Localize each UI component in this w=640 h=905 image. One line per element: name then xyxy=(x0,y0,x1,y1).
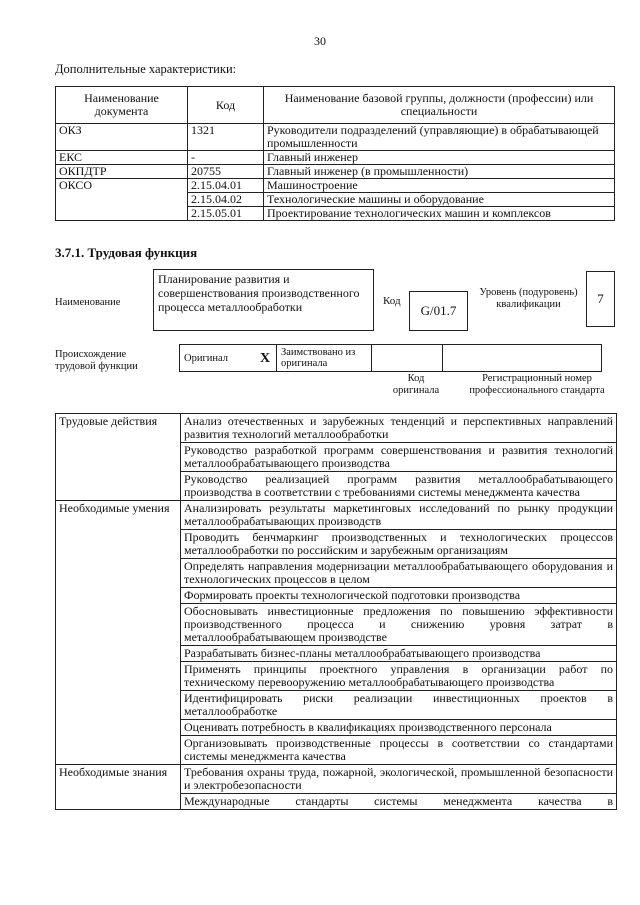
list-item: Формировать проекты технологической подготовки производства xyxy=(181,588,617,604)
cell-code: 2.15.04.02 xyxy=(188,193,264,207)
list-item: Руководство разработкой программ совершенствования и развития технологий металлообрабатывающего производства xyxy=(181,443,617,472)
list-item: Организовывать производственные процессы в соответствии со стандартами системы менеджмента качества xyxy=(181,736,617,765)
list-item: Применять принципы проектного управления в организации работ по техническому перевооружению металлообрабатывающего производства xyxy=(181,662,617,691)
cell-name: Главный инженер xyxy=(264,151,615,165)
list-item: Руководство реализацией программ развития металлообрабатывающего производства в соответствии с требованиями системы менеджмента качества xyxy=(181,472,617,501)
column-header-code: Код xyxy=(188,87,264,124)
list-item: Требования охраны труда, пожарной, экологической, промышленной безопасности и электробезопасности xyxy=(181,765,617,794)
table-row xyxy=(56,501,617,530)
qualification-level-label: Уровень (подуровень) квалификации xyxy=(479,287,578,310)
registration-number-label: Регистрационный номер профессионального стандарта xyxy=(469,373,605,396)
qualification-level-value: 7 xyxy=(586,271,615,327)
table-row xyxy=(56,765,617,794)
table-row xyxy=(56,414,617,443)
page-number: 30 xyxy=(314,34,326,48)
list-item: Анализировать результаты маркетинговых исследований по рынку продукции металлообрабатывающих производств xyxy=(181,501,617,530)
original-code-cell xyxy=(372,345,443,372)
borrowed-label: Заимствовано из оригинала xyxy=(277,345,372,372)
cell-document: ОКЗ xyxy=(56,124,188,151)
code-label: Код xyxy=(383,295,401,307)
list-item: Обосновывать инвестиционные предложения по повышению эффективности производственного процесса и снижению уровня затрат в металлообрабатывающем производстве xyxy=(181,604,617,646)
required-skills-label: Необходимые умения xyxy=(56,501,181,765)
list-item: Оценивать потребность в квалификациях производственного персонала xyxy=(181,720,617,736)
cell-name: Технологические машины и оборудование xyxy=(264,193,615,207)
labor-function-details-table xyxy=(55,413,617,810)
required-knowledge-label: Необходимые знания xyxy=(56,765,181,810)
table-row xyxy=(56,179,615,193)
additional-characteristics-title: Дополнительные характеристики: xyxy=(55,62,237,76)
table-header-row xyxy=(56,87,615,124)
labor-actions-label: Трудовые действия xyxy=(56,414,181,501)
cell-code: 2.15.04.01 xyxy=(188,179,264,193)
name-label: Наименование xyxy=(55,297,121,308)
cell-name: Проектирование технологических машин и комплексов xyxy=(264,207,615,221)
list-item: Определять направления модернизации металлообрабатывающего оборудования и технологических процессов в целом xyxy=(181,559,617,588)
table-row xyxy=(56,151,615,165)
original-checkmark: X xyxy=(254,345,277,372)
cell-name: Главный инженер (в промышленности) xyxy=(264,165,615,179)
list-item: Анализ отечественных и зарубежных тенденций и перспективных направлений развития технологий металлообработки xyxy=(181,414,617,443)
cell-code: 20755 xyxy=(188,165,264,179)
table-row xyxy=(56,124,615,151)
cell-code: - xyxy=(188,151,264,165)
cell-document: ЕКС xyxy=(56,151,188,165)
cell-name: Руководители подразделений (управляющие) в обрабатывающей промышленности xyxy=(264,124,615,151)
list-item: Идентифицировать риски реализации инвестиционных проектов в металлообработке xyxy=(181,691,617,720)
function-code-value: G/01.7 xyxy=(409,291,468,331)
cell-code: 1321 xyxy=(188,124,264,151)
list-item: Проводить бенчмаркинг производственных и технологических процессов металлообработки по российским и зарубежным организациям xyxy=(181,530,617,559)
list-item: Разрабатывать бизнес-планы металлообрабатывающего производства xyxy=(181,646,617,662)
cell-name: Машиностроение xyxy=(264,179,615,193)
cell-document: ОКСО xyxy=(56,179,188,221)
cell-document: ОКПДТР xyxy=(56,165,188,179)
function-name-value: Планирование развития и совершенствования производственного процесса металлообработки xyxy=(153,269,374,331)
additional-characteristics-table xyxy=(55,86,615,221)
labor-function-title: 3.7.1. Трудовая функция xyxy=(55,245,198,260)
function-origin-label: Происхождение трудовой функции xyxy=(55,349,138,372)
registration-number-cell xyxy=(443,345,602,372)
origin-table xyxy=(179,344,602,372)
list-item: Международные стандарты системы менеджмента качества в xyxy=(181,794,617,810)
column-header-name: Наименование базовой группы, должности (профессии) или специальности xyxy=(264,87,615,124)
original-code-label: Код оригинала xyxy=(392,373,440,396)
original-label: Оригинал xyxy=(180,345,255,372)
cell-code: 2.15.05.01 xyxy=(188,207,264,221)
column-header-document: Наименование документа xyxy=(56,87,188,124)
table-row xyxy=(56,165,615,179)
